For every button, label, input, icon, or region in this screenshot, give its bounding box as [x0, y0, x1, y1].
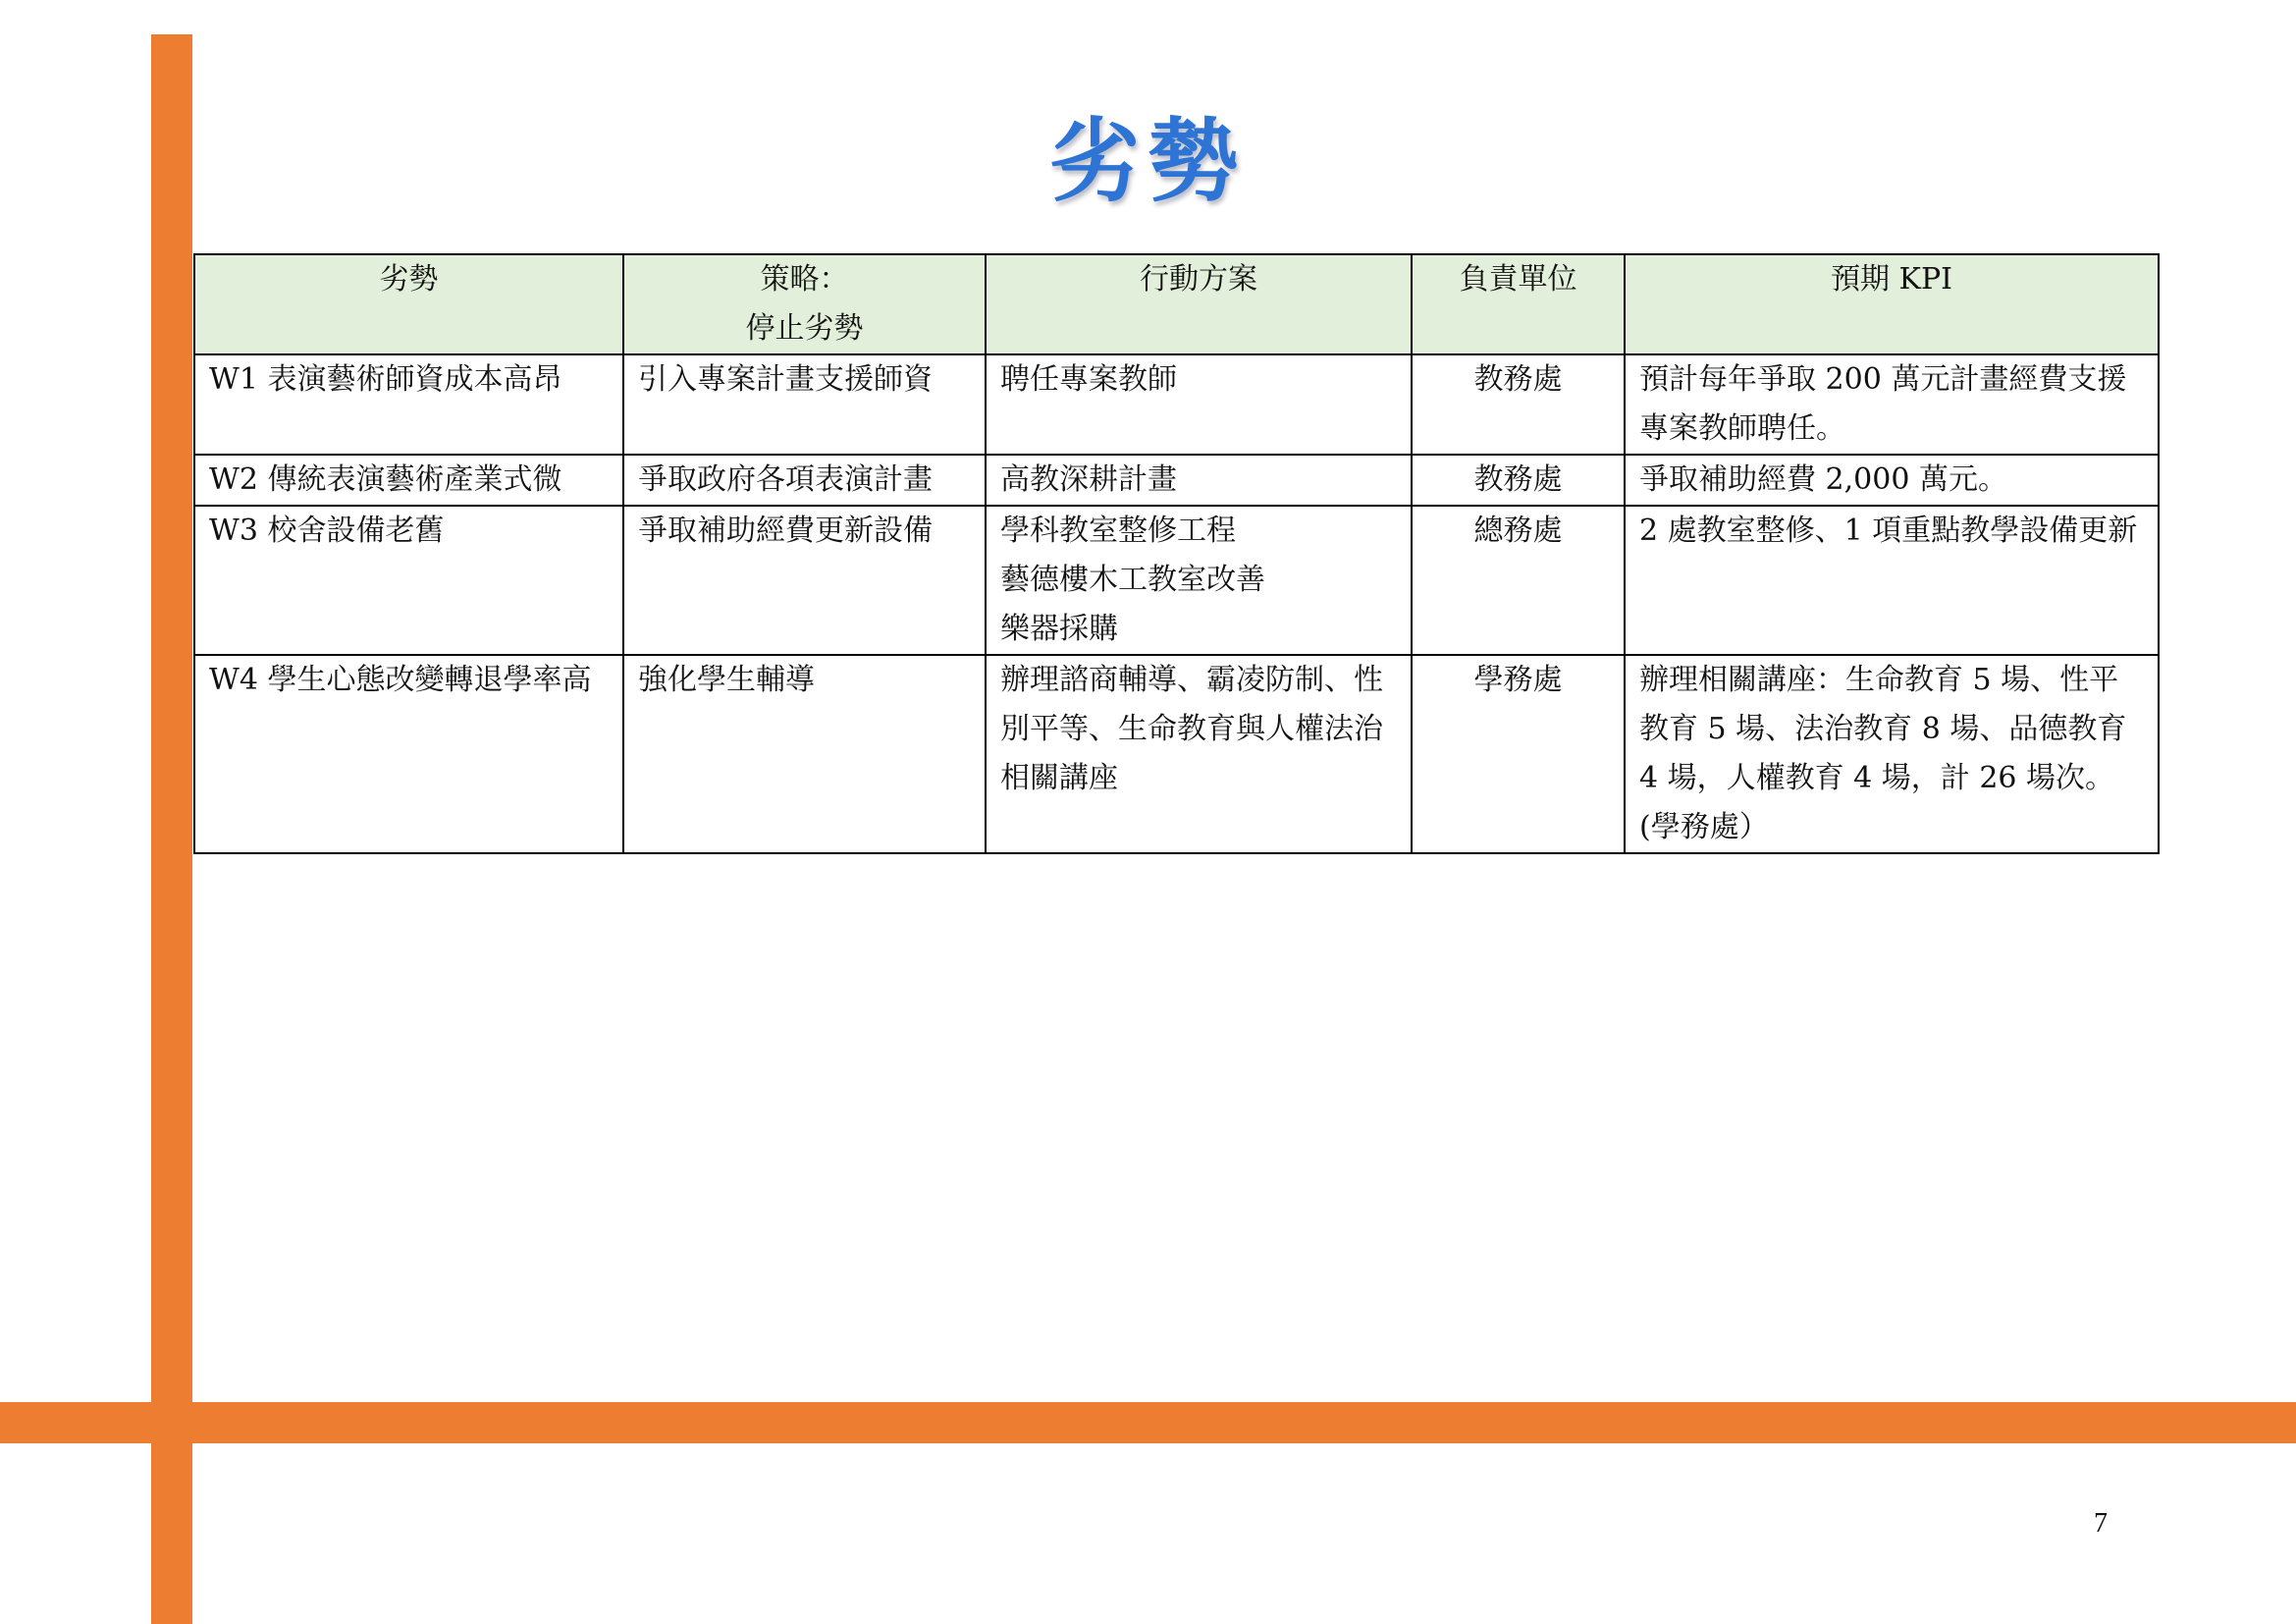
weakness-cell: W1 表演藝術師資成本高昂 [194, 354, 623, 455]
table-row [194, 354, 2159, 455]
action-line: 聘任專案教師 [1000, 362, 1177, 397]
orange-vertical-bar [151, 34, 192, 1624]
kpi-cell: 辦理相關講座：生命教育 5 場、性平教育 5 場、法治教育 8 場、品德教育 4 場，人權教育 4 場，計 26 場次。(學務處） [1625, 655, 2159, 853]
action-cell [986, 506, 1412, 655]
header-strategy [623, 254, 986, 354]
weakness-strategy-table [193, 253, 2160, 854]
action-line: 藝德樓木工教室改善 [1000, 563, 1265, 597]
strategy-cell: 爭取補助經費更新設備 [623, 506, 986, 655]
table-row [194, 455, 2159, 506]
weakness-cell: W2 傳統表演藝術產業式微 [194, 455, 623, 506]
header-weakness: 劣勢 [194, 254, 623, 354]
table-row [194, 655, 2159, 853]
header-action-plan: 行動方案 [986, 254, 1412, 354]
weakness-cell: W3 校舍設備老舊 [194, 506, 623, 655]
kpi-cell: 爭取補助經費 2,000 萬元。 [1625, 455, 2159, 506]
action-cell [986, 455, 1412, 506]
action-line: 學科教室整修工程 [1000, 514, 1236, 548]
strategy-cell: 爭取政府各項表演計畫 [623, 455, 986, 506]
strategy-cell: 強化學生輔導 [623, 655, 986, 853]
action-cell [986, 655, 1412, 853]
page-title: 劣勢 [1049, 108, 1247, 214]
header-expected-kpi: 預期 KPI [1625, 254, 2159, 354]
action-line: 高教深耕計畫 [1000, 462, 1177, 497]
orange-horizontal-bar [0, 1402, 2296, 1443]
table-row [194, 506, 2159, 655]
action-line: 樂器採購 [1000, 612, 1118, 646]
strategy-cell: 引入專案計畫支援師資 [623, 354, 986, 455]
header-strategy-line1: 策略： [760, 262, 849, 297]
header-strategy-line2: 停止劣勢 [745, 311, 864, 346]
action-line: 辦理諮商輔導、霸凌防制、性別平等、生命教育與人權法治相關講座 [1000, 663, 1383, 795]
header-responsible-unit: 負責單位 [1412, 254, 1625, 354]
action-cell [986, 354, 1412, 455]
page-number: 7 [2094, 1508, 2108, 1539]
unit-cell: 學務處 [1412, 655, 1625, 853]
kpi-cell: 預計每年爭取 200 萬元計畫經費支援專案教師聘任。 [1625, 354, 2159, 455]
unit-cell: 教務處 [1412, 354, 1625, 455]
unit-cell: 總務處 [1412, 506, 1625, 655]
table-header-row [194, 254, 2159, 354]
unit-cell: 教務處 [1412, 455, 1625, 506]
weakness-cell: W4 學生心態改變轉退學率高 [194, 655, 623, 853]
kpi-cell: 2 處教室整修、1 項重點教學設備更新 [1625, 506, 2159, 655]
